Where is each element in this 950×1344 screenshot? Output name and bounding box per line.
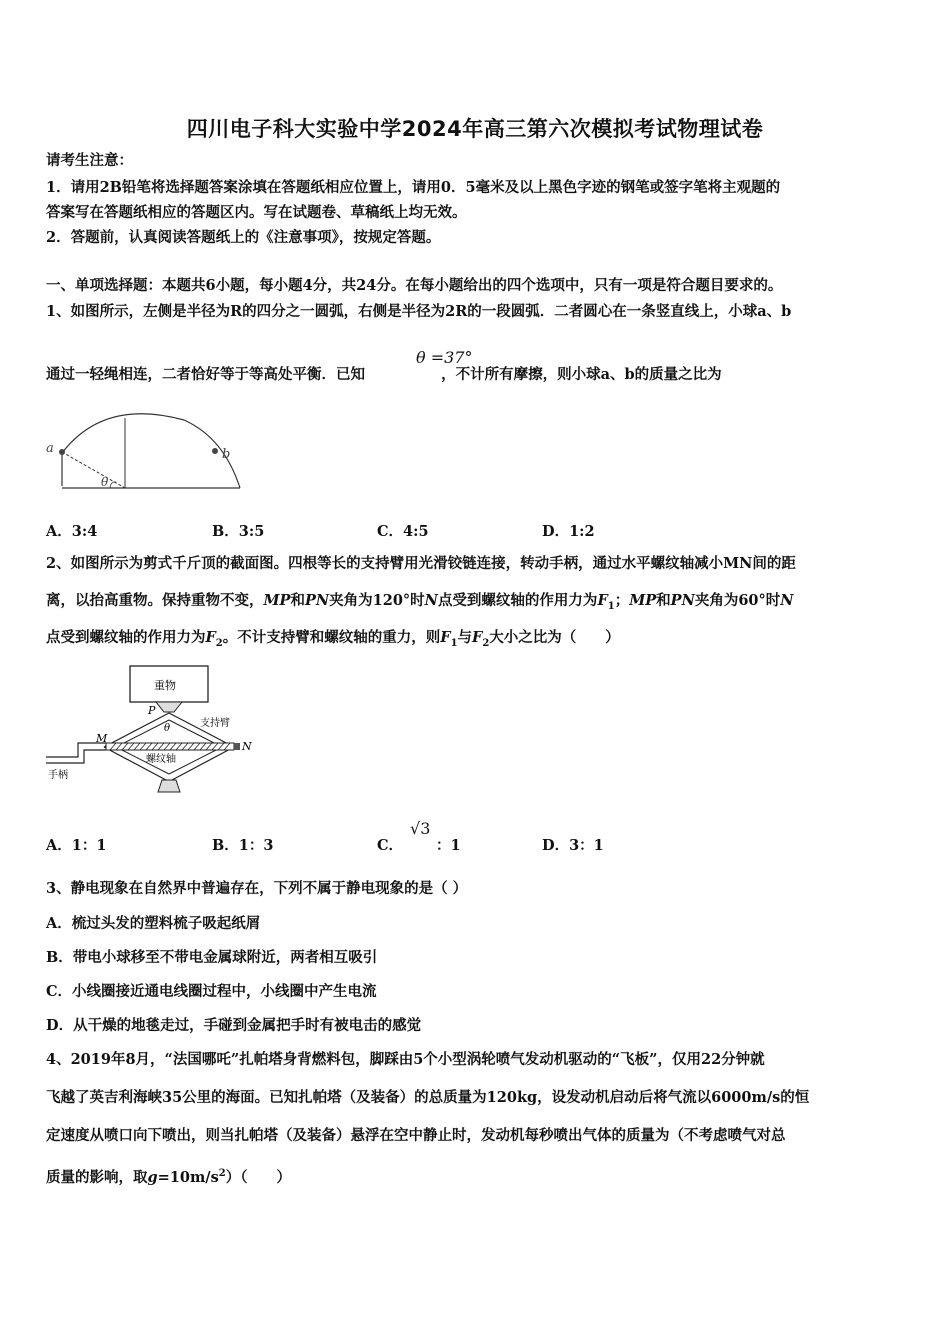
q3-stem: 3、静电现象在自然界中普遍存在，下列不属于静电现象的是（ ）	[46, 880, 468, 897]
q2-fig-n: N	[242, 740, 252, 753]
q2-option-d: D．3：1	[542, 837, 604, 854]
q2-figure	[44, 660, 254, 800]
q3-option-a: A．梳过头发的塑料梳子吸起纸屑	[46, 915, 261, 932]
q4-line2: 飞越了英吉利海峡35公里的海面。已知扎帕塔（及装备）的总质量为120kg，设发动机启动后将气流以6000m/s的恒	[46, 1089, 810, 1106]
q2-option-c-radical: √3	[410, 819, 431, 838]
q1-ball-a	[59, 449, 65, 455]
page-title: 四川电子科大实验中学2024年高三第六次模拟考试物理试卷	[186, 117, 764, 141]
q2-fig-m: M	[96, 732, 108, 745]
q2-line1: 2、如图所示为剪式千斤顶的截面图。四根等长的支持臂用光滑铰链连接，转动手柄，通过水平螺纹轴减小MN间的距	[46, 555, 796, 572]
q1-line2-pre: 通过一轻绳相连，二者恰好等于等高处平衡．已知	[46, 366, 365, 383]
q2-line3: 点受到螺纹轴的作用力为$F_2$。不计支持臂和螺纹轴的重力，则$F_1$与$F_2$大小之比为（ ）	[46, 629, 620, 649]
q2-line2: 离，以抬高重物。保持重物不变，MP和PN夹角为120°时N点受到螺纹轴的作用力为$F_1$；MP和PN夹角为60°时N	[46, 592, 794, 612]
q1-option-a: A．3:4	[46, 523, 98, 540]
q2-fig-weight: 重物	[154, 679, 176, 692]
q1-theta-formula: θ =37°	[416, 348, 473, 367]
q1-option-b: B．3:5	[212, 523, 265, 540]
q2-option-c-post: ：1	[436, 837, 461, 854]
q1-option-c: C．4:5	[377, 523, 429, 540]
q2-fig-screw: 螺纹轴	[146, 754, 176, 765]
q4-line3: 定速度从喷口向下喷出，则当扎帕塔（及装备）悬浮在空中静止时，发动机每秒喷出气体的质量为（不考虑喷气对总	[46, 1127, 786, 1144]
q3-option-c: C．小线圈接近通电线圈过程中，小线圈中产生电流	[46, 983, 377, 1000]
q2-fig-theta: θ	[164, 723, 171, 734]
q4-line1: 4、2019年8月，“法国哪吒”扎帕塔身背燃料包，脚踩由5个小型涡轮喷气发动机驱动的“飞板”，仅用22分钟就	[46, 1051, 765, 1068]
q1-line2	[46, 365, 722, 385]
notice-item-2: 2．答题前，认真阅读答题纸上的《注意事项》，按规定答题。	[46, 229, 441, 246]
notice-item-1b: 答案写在答题纸相应的答题区内。写在试题卷、草稿纸上均无效。	[46, 204, 467, 221]
q1-label-theta: θ	[101, 475, 109, 489]
q1-label-a: a	[46, 441, 54, 456]
q2-option-c-pre: C．	[377, 837, 404, 854]
q2-fig-p: P	[148, 704, 156, 717]
q1-figure	[44, 410, 244, 495]
q4-line4: 质量的影响，取$g=10m/s^2$）（ ）	[46, 1168, 291, 1186]
q2-option-a: A．1：1	[46, 837, 107, 854]
q1-option-d: D．1:2	[542, 523, 595, 540]
section-heading: 一、单项选择题：本题共6小题，每小题4分，共24分。在每小题给出的四个选项中，只有一项是符合题目要求的。	[46, 277, 783, 294]
q3-option-b: B．带电小球移至不带电金属球附近，两者相互吸引	[46, 949, 378, 966]
q3-option-d: D．从干燥的地毯走过，手碰到金属把手时有被电击的感觉	[46, 1017, 422, 1034]
notice-item-1a: 1．请用2B铅笔将选择题答案涂填在答题纸相应位置上，请用0．5毫米及以上黑色字迹的钢笔或签字笔将主观题的	[46, 179, 781, 196]
q2-fig-arm: 支持臂	[200, 718, 230, 729]
q1-line1: 1、如图所示，左侧是半径为R的四分之一圆弧，右侧是半径为2R的一段圆弧．二者圆心在一条竖直线上，小球a、b	[46, 303, 792, 320]
q2-option-b: B．1：3	[212, 837, 274, 854]
notice-heading: 请考生注意：	[46, 152, 133, 169]
q1-ball-b	[212, 448, 218, 454]
q1-line2-post: ，不计所有摩擦，则小球a、b的质量之比为	[441, 366, 722, 383]
q1-label-b: b	[222, 447, 231, 462]
q2-fig-handle: 手柄	[48, 770, 68, 781]
